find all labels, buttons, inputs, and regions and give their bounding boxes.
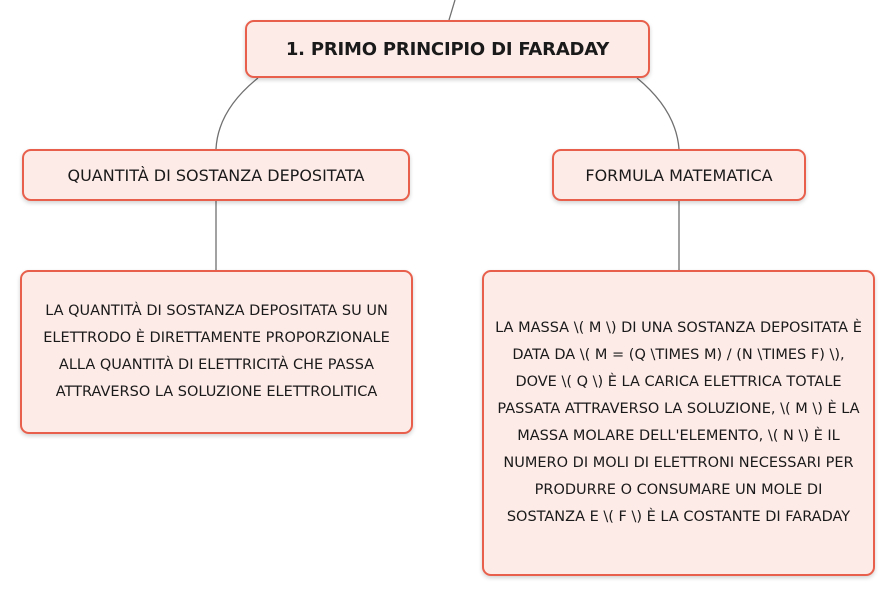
quantity-detail-node[interactable] — [20, 270, 413, 434]
connector-root-to-right-branch — [637, 78, 679, 149]
branch-formula-label: FORMULA MATEMATICA — [585, 165, 773, 185]
root-topic-label: 1. PRIMO PRINCIPIO DI FARADAY — [285, 38, 610, 60]
connector-root-to-left-branch — [216, 78, 258, 149]
formula-detail-text: LA MASSA \( M \) DI UNA SOSTANZA DEPOSITATA È DATA DA \( M = (Q \TIMES M) / (N \TIMES F) \), DOVE \( Q \) È LA CARICA ELETTRICA TOTALE PASSATA ATTRAVERSO LA SOLUZIONE, \( M \) È LA MASSA MOLARE DELL'ELEMENTO, \( N \) È IL NUMERO DI MOLI DI ELETTRONI NECESSARI PER PRODURRE O CONSUMARE UN MOLE DI SOSTANZA E \( F \) È LA COSTANTE DI FARADAY — [495, 320, 862, 525]
branch-formula-node[interactable] — [552, 149, 806, 201]
quantity-detail-text: LA QUANTITÀ DI SOSTANZA DEPOSITATA SU UN ELETTRODO È DIRETTAMENTE PROPORZIONALE ALLA QUANTITÀ DI ELETTRICITÀ CHE PASSA ATTRAVERSO LA SOLUZIONE ELETTROLITICA — [43, 303, 390, 400]
formula-detail-node[interactable] — [482, 270, 875, 576]
branch-quantity-label: QUANTITÀ DI SOSTANZA DEPOSITATA — [67, 165, 365, 185]
branch-quantity-node[interactable] — [22, 149, 410, 201]
connector-parent-to-root — [449, 0, 455, 20]
root-topic-node[interactable] — [245, 20, 650, 78]
